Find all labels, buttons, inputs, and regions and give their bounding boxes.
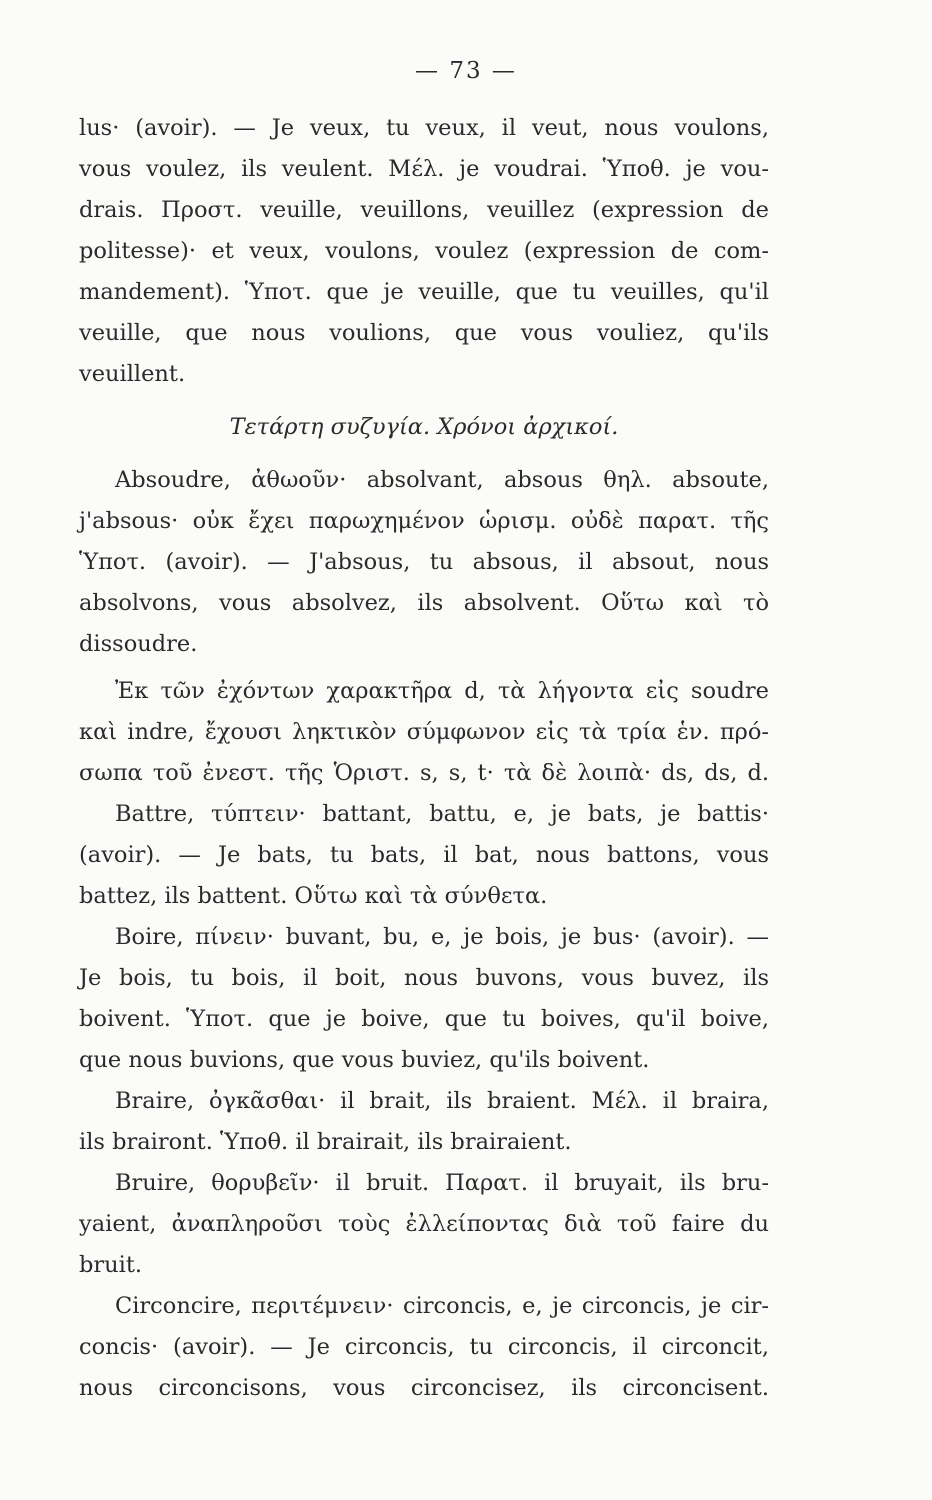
text-line: veuillent. xyxy=(79,361,186,387)
text-line: ils brairont. Ὑποθ. il brairait, ils brairaient. xyxy=(79,1129,572,1155)
text-line: battez, ils battent. Οὕτω καὶ τὰ σύνθετα. xyxy=(79,883,548,909)
text-line: Ὑποτ. (avoir). — J'absous, tu absous, il absout, nous xyxy=(79,549,769,575)
text-line: lus· (avoir). — Je veux, tu veux, il veut, nous voulons, xyxy=(79,115,769,141)
text-line: bruit. xyxy=(79,1252,143,1278)
text-line: veuille, que nous voulions, que vous vouliez, qu'ils xyxy=(79,320,769,346)
text-line: absolvons, vous absolvez, ils absolvent. Οὕτω καὶ τὸ xyxy=(79,590,769,616)
section-heading: Τετάρτη συζυγία. Χρόνοι ἀρχικοί. xyxy=(229,414,619,440)
text-line: Je bois, tu bois, il boit, nous buvons, vous buvez, ils xyxy=(79,965,769,991)
text-line: que nous buvions, que vous buviez, qu'ils boivent. xyxy=(79,1047,650,1073)
text-line: boivent. Ὑποτ. que je boive, que tu boives, qu'il boive, xyxy=(79,1006,769,1032)
text-line: καὶ indre, ἔχουσι ληκτικὸν σύμφωνον εἰς τὰ τρία ἑν. πρό- xyxy=(79,719,769,745)
page-number: — 73 — xyxy=(415,58,517,84)
text-line: vous voulez, ils veulent. Μέλ. je voudrai. Ὑποθ. je vou- xyxy=(79,156,769,182)
entry-battre: Battre, τύπτειν· battant, battu, e, je bats, je battis· xyxy=(115,801,769,827)
paragraph-characteristic-d: Ἐκ τῶν ἐχόντων χαρακτῆρα d, τὰ λήγοντα εἰς soudre xyxy=(115,678,769,704)
text-line: concis· (avoir). — Je circoncis, tu circoncis, il circoncit, xyxy=(79,1334,769,1360)
text-line: nous circoncisons, vous circoncisez, ils circoncisent. xyxy=(79,1375,769,1401)
text-line: mandement). Ὑποτ. que je veuille, que tu veuilles, qu'il xyxy=(79,279,769,305)
text-line: yaient, ἀναπληροῦσι τοὺς ἐλλείποντας διὰ τοῦ faire du xyxy=(79,1211,769,1237)
text-line: politesse)· et veux, voulons, voulez (expression de com- xyxy=(79,238,769,264)
text-line: j'absous· οὐκ ἔχει παρωχημένον ὡρισμ. οὐδὲ παρατ. τῆς xyxy=(79,508,769,534)
entry-absoudre: Absoudre, ἀθωοῦν· absolvant, absous θηλ. absoute, xyxy=(115,467,769,493)
text-line: dissoudre. xyxy=(79,631,198,657)
entry-circoncire: Circoncire, περιτέμνειν· circoncis, e, je circoncis, je cir- xyxy=(115,1293,769,1319)
entry-boire: Boire, πίνειν· buvant, bu, e, je bois, je bus· (avoir). — xyxy=(115,924,769,950)
text-line: drais. Προστ. veuille, veuillons, veuillez (expression de xyxy=(79,197,769,223)
text-line: (avoir). — Je bats, tu bats, il bat, nous battons, vous xyxy=(79,842,769,868)
entry-braire: Braire, ὀγκᾶσθαι· il brait, ils braient. Μέλ. il braira, xyxy=(115,1088,769,1114)
entry-bruire: Bruire, θορυβεῖν· il bruit. Παρατ. il bruyait, ils bru- xyxy=(115,1170,769,1196)
text-line: σωπα τοῦ ἐνεστ. τῆς Ὁριστ. s, s, t· τὰ δὲ λοιπὰ· ds, ds, d. xyxy=(79,760,769,786)
page-body xyxy=(79,108,769,1409)
